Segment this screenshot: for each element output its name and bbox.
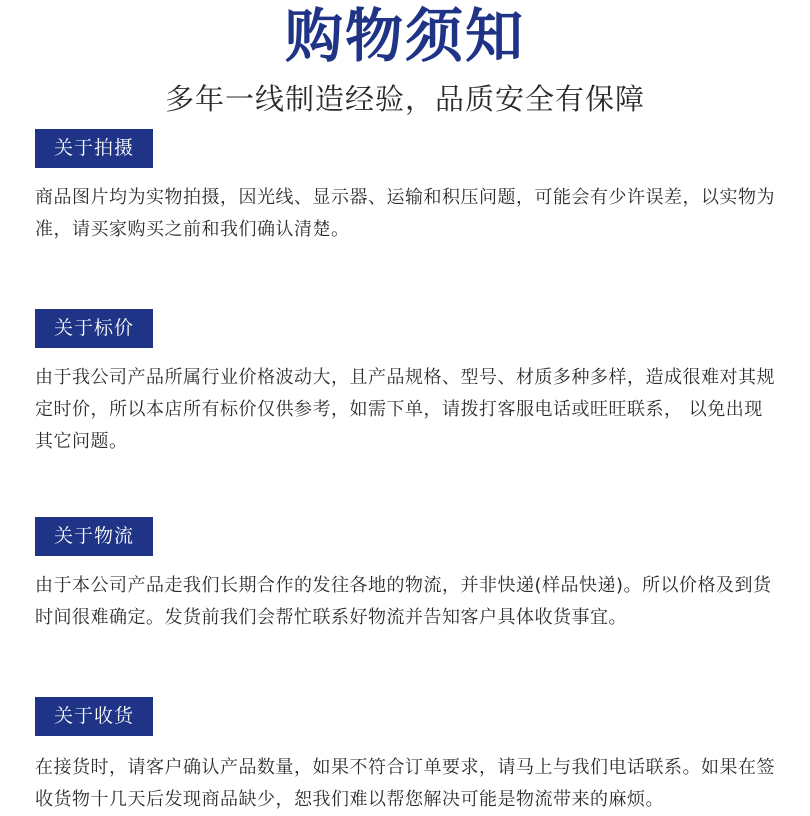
page-subtitle: 多年一线制造经验，品质安全有保障: [164, 82, 645, 116]
section-text-logistics: 由于本公司产品走我们长期合作的发往各地的物流，并非快递(样品快递)。所以价格及到货时间很难确定。发货前我们会帮忙联系好物流并告知客户具体收货事宜。: [35, 575, 772, 628]
page-title: 购物须知: [284, 2, 525, 70]
section-label-logistics: 关于物流: [35, 517, 153, 556]
section-label-photography: 关于拍摄: [35, 129, 153, 168]
section-text-photography: 商品图片均为实物拍摄，因光线、显示器、运输和积压问题，可能会有少许误差，以实物为准，请买家购买之前和我们确认清楚。: [35, 187, 775, 240]
section-text-receipt: 在接货时，请客户确认产品数量，如果不符合订单要求，请马上与我们电话联系。如果在签收货物十几天后发现商品缺少，恕我们难以帮您解决可能是物流带来的麻烦。: [35, 757, 775, 810]
section-label-pricing: 关于标价: [35, 309, 153, 348]
section-label-receipt: 关于收货: [35, 697, 153, 736]
section-text-pricing: 由于我公司产品所属行业价格波动大，且产品规格、型号、材质多种多样，造成很难对其规定时价，所以本店所有标价仅供参考，如需下单，请拨打客服电话或旺旺联系， 以免出现其它问题。: [35, 367, 775, 452]
